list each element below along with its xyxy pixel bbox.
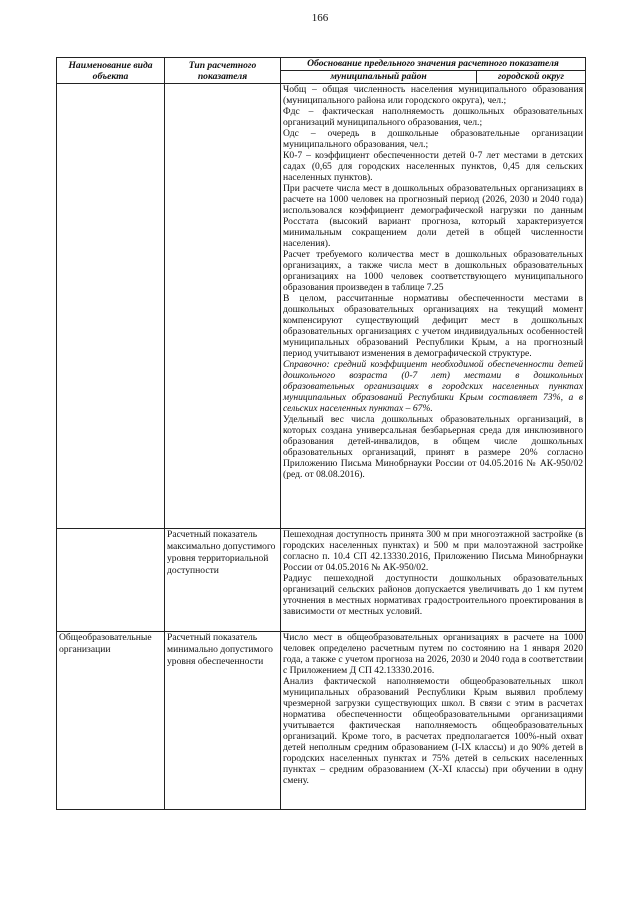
indicator-type-cell [165, 84, 281, 529]
table-row [57, 529, 586, 632]
indicator-type-cell: Расчетный показатель максимально допустимого уровня территориальной доступности [165, 529, 281, 632]
paragraph: Фдс – фактическая наполняемость дошкольных образовательных организаций муниципального образования, чел.; [283, 106, 583, 128]
paragraph: Чобщ – общая численность населения муниципального образования (муниципального района или городского округа), чел.; [283, 84, 583, 106]
paragraph: Удельный вес числа дошкольных образовательных организаций, в которых создана универсальная безбарьерная среда для инклюзивного образования детей-инвалидов, в общем числе дошкольных образовательных организаций, принят в размере 20% согласно Приложению Письма Минобрнауки России от 04.05.2016 № АК-950/02 (ред. от 08.08.2016). [283, 414, 583, 480]
header-city-district: городской округ [477, 71, 586, 84]
object-name-cell [57, 529, 165, 632]
paragraph: При расчете числа мест в дошкольных образовательных организациях в расчете на 1000 человек на прогнозный период (2026, 2030 и 2040 года) использовался коэффициент демографической нагрузки по данным Росстата (высокий вариант прогноза, который характеризуется минимальным сокращением доли детей в общей численности населения). [283, 183, 583, 249]
justification-cell [281, 84, 586, 529]
paragraph: Одс – очередь в дошкольные образовательные организации муниципального образования, чел.; [283, 128, 583, 150]
object-name-cell: Общеобразовательные организации [57, 632, 165, 810]
paragraph: Анализ фактической наполняемости общеобразовательных школ муниципальных образований Республики Крым выявил проблему чрезмерной загрузки существующих школ. В связи с этим в расчетах норматива обеспеченности общеобразовательными организациями учитывается фактическая наполняемость общеобразовательных организаций. Кроме того, в расчетах предполагается 100%-ный охват детей неполным средним образованием (I-IX классы) и до 90% детей в городских населенных пунктах и 75% детей в сельских населенных пунктах – средним образованием (X-XI классы) при обучении в одну смену. [283, 676, 583, 786]
justification-cell [281, 632, 586, 810]
header-object-type: Наименование вида объекта [57, 58, 165, 84]
object-name-cell [57, 84, 165, 529]
header-indicator-type: Тип расчетного показателя [165, 58, 281, 84]
indicator-type-cell: Расчетный показатель минимально допустимого уровня обеспеченности [165, 632, 281, 810]
norms-table [56, 57, 586, 810]
table-row [57, 632, 586, 810]
header-justification: Обоснование предельного значения расчетного показателя [281, 58, 586, 71]
paragraph: Радиус пешеходной доступности дошкольных образовательных организаций сельских районов допускается увеличивать до 1 км путем уточнения в местных нормативах градостроительного проектирования в зависимости от местных условий. [283, 573, 583, 617]
header-municipal-district: муниципальный район [281, 71, 477, 84]
paragraph: Число мест в общеобразовательных организациях в расчете на 1000 человек определено расчетным путем по состоянию на 1 января 2020 года, а также с учетом прогноза на 2026, 2030 и 2040 года в соответствии с Приложением Д СП 42.13330.2016. [283, 632, 583, 676]
paragraph: Пешеходная доступность принята 300 м при многоэтажной застройке (в городских населенных пунктах) и 500 м при малоэтажной застройке согласно п. 10.4 СП 42.13330.2016, Приложению Письма Минобрнауки России от 04.05.2016 № АК-950/02. [283, 529, 583, 573]
justification-cell [281, 529, 586, 632]
paragraph: К0-7 – коэффициент обеспеченности детей 0-7 лет местами в детских садах (0,65 для городских населенных пунктов, 0,45 для сельских населенных пунктов). [283, 150, 583, 183]
reference-note: Справочно: средний коэффициент необходимой обеспеченности детей дошкольного возраста (0-7 лет) местами в дошкольных образовательных организациях в городских населенных пунктах муниципальных образований Республики Крым составляет 73%, а в сельских населенных пунктах – 67%. [283, 359, 583, 414]
paragraph: В целом, рассчитанные нормативы обеспеченности местами в дошкольных образовательных организациях на текущий момент компенсируют существующий дефицит мест в дошкольных образовательных организациях с учетом индивидуальных особенностей муниципальных образований Республики Крым, а на прогнозный период учитывают изменения в демографической структуре. [283, 293, 583, 359]
table-row [57, 84, 586, 529]
paragraph: Расчет требуемого количества мест в дошкольных образовательных организациях, а также числа мест в дошкольных образовательных организациях на 1000 человек соответствующего муниципального образования произведен в таблице 7.25 [283, 249, 583, 293]
page-number: 166 [311, 12, 329, 24]
